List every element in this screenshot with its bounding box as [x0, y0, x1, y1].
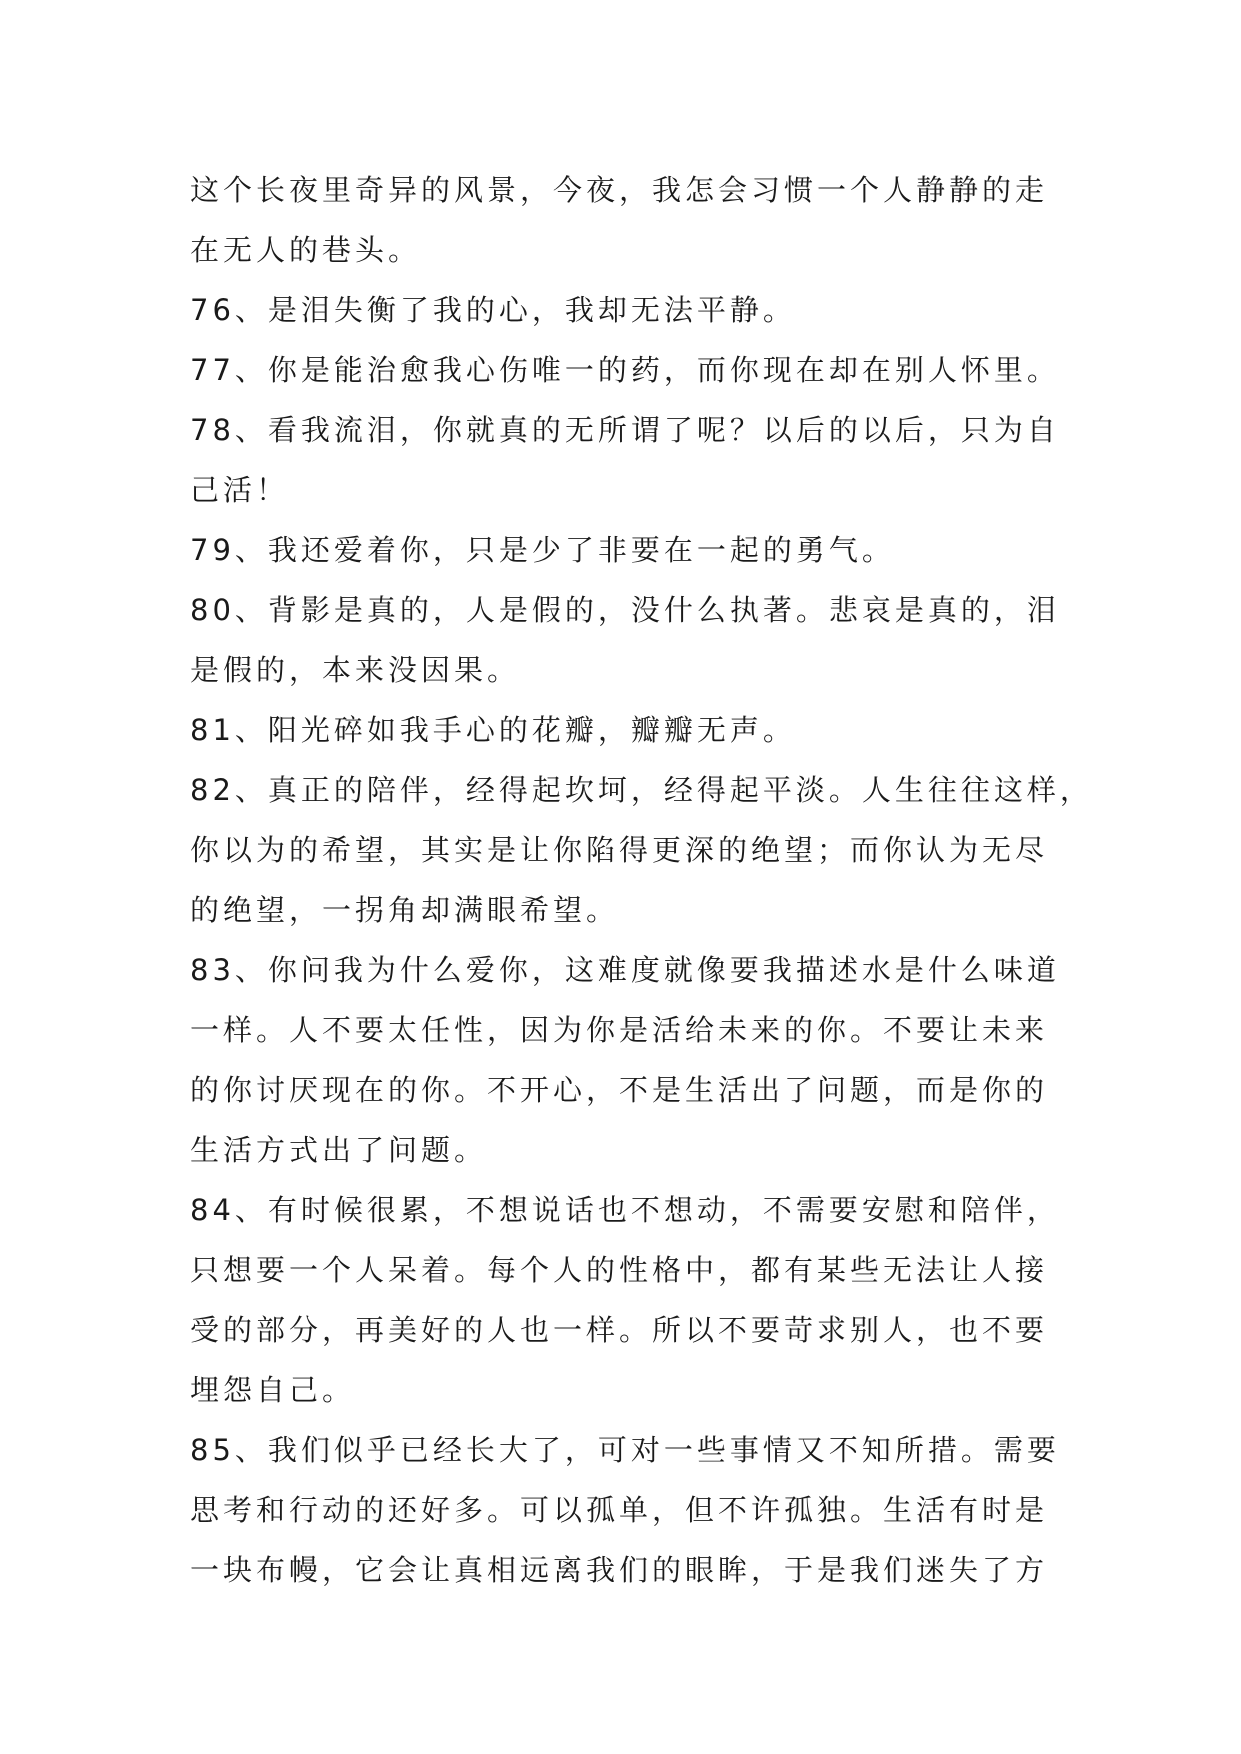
text-line: 81、阳光碎如我手心的花瓣，瓣瓣无声。 [190, 713, 796, 747]
text-line: 己活！ [190, 473, 290, 507]
text-line: 76、是泪失衡了我的心，我却无法平静。 [190, 293, 796, 327]
text-line: 生活方式出了问题。 [190, 1133, 488, 1167]
text-line: 79、我还爱着你，只是少了非要在一起的勇气。 [190, 533, 895, 567]
text-line: 思考和行动的还好多。可以孤单，但不许孤独。生活有时是 [190, 1493, 1049, 1527]
text-line: 一样。人不要太任性，因为你是活给未来的你。不要让未来 [190, 1013, 1049, 1047]
text-line: 77、你是能治愈我心伤唯一的药，而你现在却在别人怀里。 [190, 353, 1060, 387]
document-body [190, 160, 1093, 1600]
text-line: 你以为的希望，其实是让你陷得更深的绝望；而你认为无尽 [190, 833, 1049, 867]
text-line: 受的部分，再美好的人也一样。所以不要苛求别人，也不要 [190, 1313, 1049, 1347]
text-line: 82、真正的陪伴，经得起坎坷，经得起平淡。人生往往这样， [190, 773, 1093, 807]
text-line: 一块布幔，它会让真相远离我们的眼眸，于是我们迷失了方 [190, 1553, 1049, 1587]
text-line: 在无人的巷头。 [190, 233, 422, 267]
text-line: 80、背影是真的，人是假的，没什么执著。悲哀是真的，泪 [190, 593, 1060, 627]
text-line: 85、我们似乎已经长大了，可对一些事情又不知所措。需要 [190, 1433, 1060, 1467]
text-line: 埋怨自己。 [190, 1373, 356, 1407]
text-line: 的你讨厌现在的你。不开心，不是生活出了问题，而是你的 [190, 1073, 1049, 1107]
text-line: 只想要一个人呆着。每个人的性格中，都有某些无法让人接 [190, 1253, 1049, 1287]
text-line: 83、你问我为什么爱你，这难度就像要我描述水是什么味道 [190, 953, 1060, 987]
text-line: 的绝望，一拐角却满眼希望。 [190, 893, 620, 927]
text-line: 78、看我流泪，你就真的无所谓了呢？以后的以后，只为自 [190, 413, 1060, 447]
text-line: 是假的，本来没因果。 [190, 653, 521, 687]
text-line: 这个长夜里奇异的风景，今夜，我怎会习惯一个人静静的走 [190, 173, 1049, 207]
text-line: 84、有时候很累，不想说话也不想动，不需要安慰和陪伴， [190, 1193, 1060, 1227]
